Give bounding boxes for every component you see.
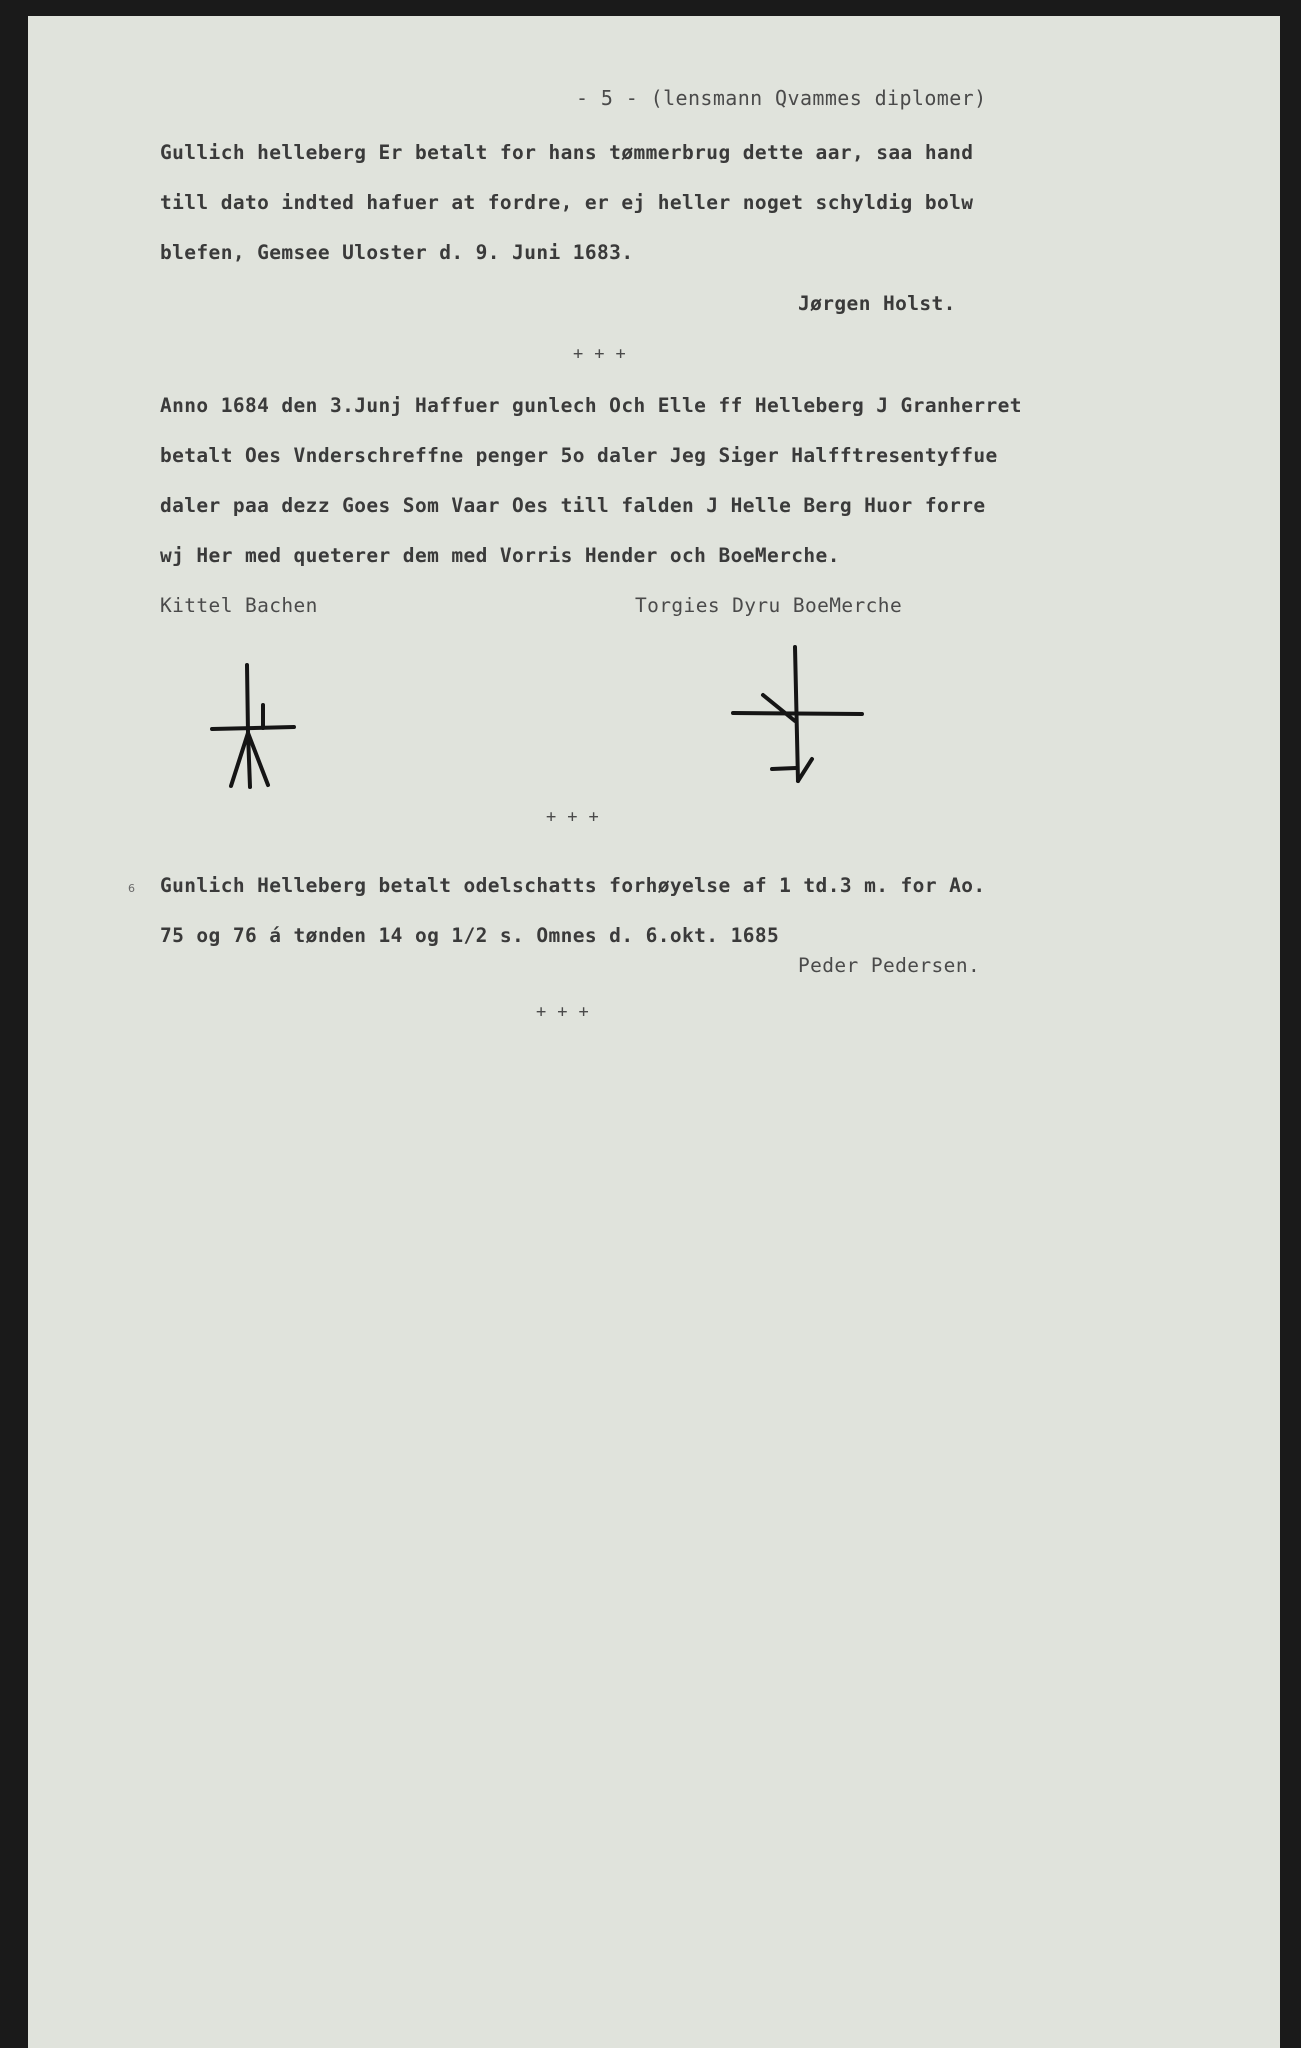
entry1-signature: Jørgen Holst. (798, 292, 956, 315)
entry1-line-2: till dato indted hafuer at fordre, er ej heller noget schyldig bolw (160, 191, 974, 214)
separator-1: + + + (573, 344, 627, 364)
entry3-line-2: 75 og 76 á tønden 14 og 1/2 s. Omnes d. 6.okt. 1685 (160, 924, 780, 947)
document-page (28, 16, 1280, 2048)
entry3-signature: Peder Pedersen. (798, 954, 981, 977)
margin-mark: 6 (128, 882, 135, 895)
entry2-line-1: Anno 1684 den 3.Junj Haffuer gunlech Och Elle ff Helleberg J Granherret (160, 394, 1022, 417)
entry2-line-3: daler paa dezz Goes Som Vaar Oes till falden J Helle Berg Huor forre (160, 494, 986, 517)
page-header: - 5 - (lensmann Qvammes diplomer) (576, 86, 987, 110)
house-mark-right (728, 641, 868, 791)
entry1-line-3: blefen, Gemsee Uloster d. 9. Juni 1683. (160, 241, 634, 264)
signer-left: Kittel Bachen (160, 594, 318, 617)
separator-3: + + + (536, 1002, 590, 1022)
entry1-line-1: Gullich helleberg Er betalt for hans tømmerbrug dette aar, saa hand (160, 141, 974, 164)
entry3-line-1: Gunlich Helleberg betalt odelschatts forhøyelse af 1 td.3 m. for Ao. (160, 874, 986, 897)
entry2-line-2: betalt Oes Vnderschreffne penger 5o daler Jeg Siger Halfftresentyffue (160, 444, 998, 467)
house-mark-left (206, 661, 316, 801)
signer-right: Torgies Dyru BoeMerche (635, 594, 903, 617)
separator-2: + + + (546, 807, 600, 827)
entry2-line-4: wj Her med queterer dem med Vorris Hender och BoeMerche. (160, 544, 840, 567)
